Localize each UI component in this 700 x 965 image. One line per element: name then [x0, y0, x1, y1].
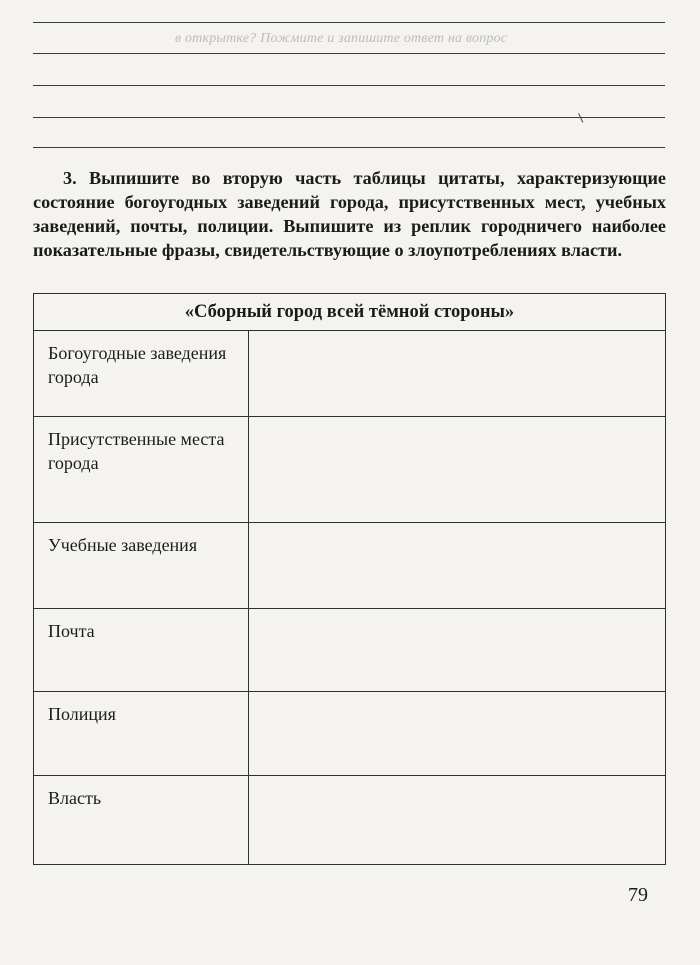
row-label: Власть [48, 788, 102, 808]
answer-cell[interactable] [249, 776, 666, 865]
row-label-cell [34, 692, 249, 776]
row-label: Учебные заведения [48, 535, 198, 555]
task-text: Выпишите во вторую часть таблицы цитаты, характеризующие состояние богоугодных заведений города, присутственных мест, учебных заведений, почты, полиции. Выпишите из реплик городничего наиболее показательные фразы, свидетельствующие о злоупотреблениях власти. [33, 168, 666, 260]
answer-line-3 [33, 85, 665, 86]
task-number: 3. [63, 168, 77, 188]
table-row [34, 523, 666, 609]
table-row [34, 776, 666, 865]
row-label-cell [34, 523, 249, 609]
table-row [34, 609, 666, 692]
table-row [34, 417, 666, 523]
table-row [34, 692, 666, 776]
answer-line-5 [33, 147, 665, 148]
row-label-cell [34, 776, 249, 865]
row-label: Присутственные места города [48, 429, 225, 473]
page-number: 79 [628, 884, 648, 906]
answer-line-2 [33, 53, 665, 54]
answer-cell[interactable] [249, 692, 666, 776]
answer-cell[interactable] [249, 523, 666, 609]
row-label: Богоугодные заведения города [48, 343, 227, 387]
table-header-row [34, 294, 666, 331]
answer-cell[interactable] [249, 609, 666, 692]
pen-mark [578, 111, 587, 122]
table-header: «Сборный город всей тёмной стороны» [34, 294, 666, 331]
bleed-through-text: в открытке? Пожмите и запишите ответ на вопрос [175, 31, 508, 46]
row-label-cell [34, 417, 249, 523]
row-label: Полиция [48, 704, 116, 724]
row-label-cell [34, 609, 249, 692]
answer-table [33, 293, 666, 865]
answer-cell[interactable] [249, 331, 666, 417]
answer-cell[interactable] [249, 417, 666, 523]
table-row [34, 331, 666, 417]
answer-line-1 [33, 22, 665, 23]
row-label-cell [34, 331, 249, 417]
task-instruction [33, 166, 666, 262]
row-label: Почта [48, 621, 95, 641]
answer-line-4 [33, 117, 665, 118]
